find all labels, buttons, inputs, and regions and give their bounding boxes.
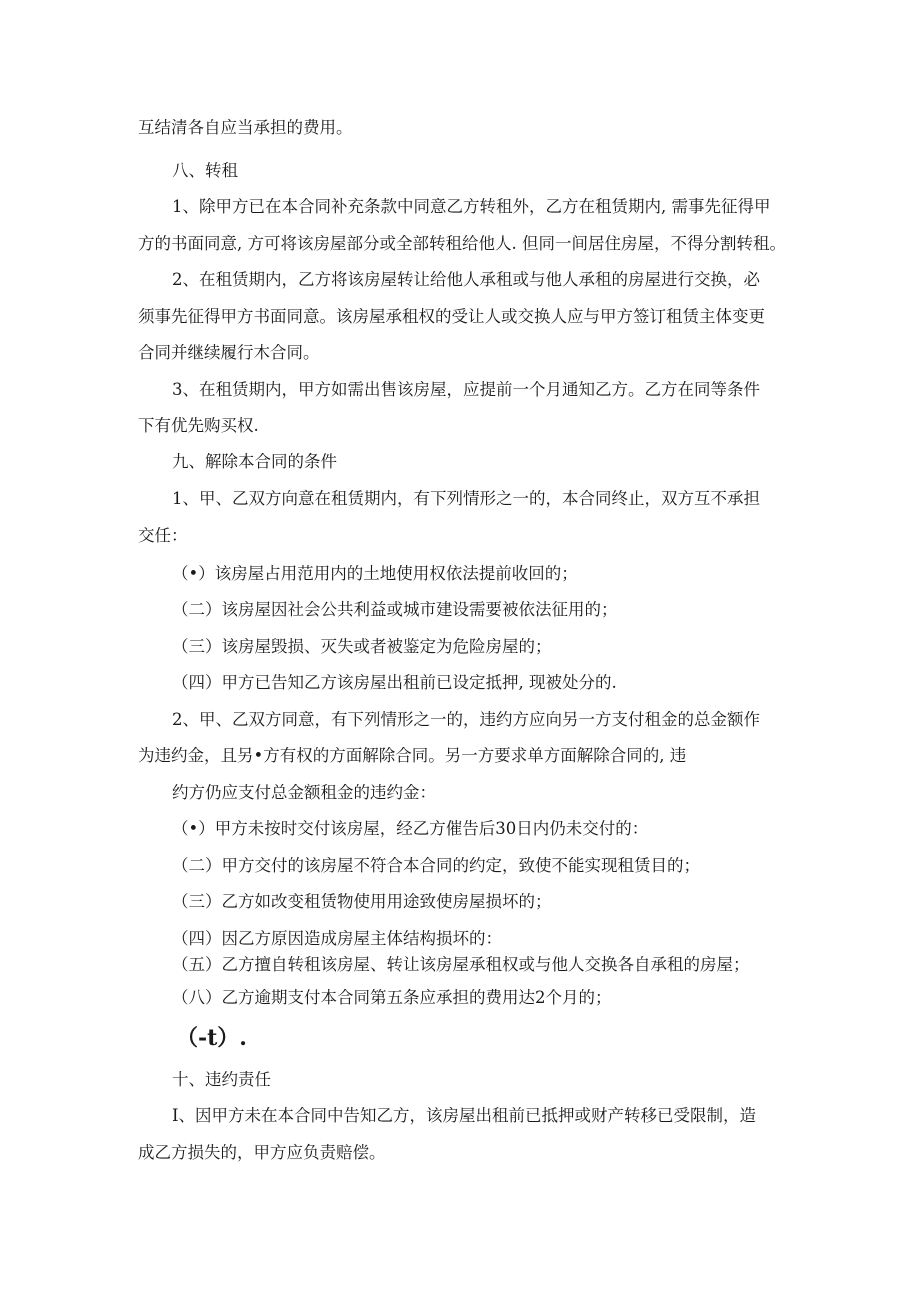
text-line: 1、甲、乙双方向意在租赁期内，有下列情形之一的，本合同终止，双方互不承担: [172, 489, 760, 508]
text-line: 下有优先购买权.: [138, 416, 259, 435]
list-item: （•）该房屋占用范用内的土地使用权依法提前收回的；: [172, 564, 578, 583]
text-line: 3、在租赁期内，甲方如需出售该房屋，应提前一个月通知乙方。乙方在同等条件: [172, 380, 760, 399]
section-heading: 十、违约责任: [172, 1070, 271, 1089]
list-item: （•）甲方未按时交付该房屋，经乙方催告后30日内仍未交付的：: [172, 819, 649, 838]
text-line: 合同并继续履行木合同。: [138, 343, 320, 362]
list-item: （三）乙方如改变租赁物使用用途致使房屋损坏的；: [172, 892, 552, 911]
text-line: 方的书面同意, 方可将该房屋部分或全部转租给他人. 但同一间居住房屋，不得分割转租。: [138, 234, 786, 253]
list-item: （四）因乙方原因造成房屋主体结构损坏的：: [172, 929, 502, 948]
list-item: （二）甲方交付的该房屋不符合本合同的约定，致使不能实现租赁目的；: [172, 856, 700, 875]
text-line: 须事先征得甲方书面同意。该房屋承租权的受让人或交换人应与甲方签订租赁主体变更: [138, 307, 765, 326]
section-heading: 九、解除本合同的条件: [172, 452, 337, 471]
list-item: （八）乙方逾期支付本合同第五条应承担的费用达2个月的；: [172, 988, 612, 1007]
text-line: 1、除甲方已在本合同补充条款中同意乙方转租外，乙方在租赁期内, 需事先征得甲: [172, 197, 771, 216]
list-item: （二）该房屋因社会公共利益或城市建设需要被依法征用的；: [172, 600, 618, 619]
text-line: 2、甲、乙双方同意，有下列情形之一的，违约方应向另一方支付租金的总金额作: [172, 710, 760, 729]
list-item: （-t）.: [176, 1025, 247, 1051]
list-item: （五）乙方擅自转租该房屋、转让该房屋承租权或与他人交换各自承租的房屋；: [172, 955, 750, 974]
text-line: 交任：: [138, 526, 188, 545]
text-line: 互结清各自应当承担的费用。: [138, 118, 353, 137]
text-line: 约方仍应支付总金额租金的违约金：: [172, 783, 436, 802]
text-line: I、因甲方未在本合同中告知乙方，该房屋出租前已抵押或财产转移已受限制，造: [172, 1106, 757, 1125]
list-item: （四）甲方已告知乙方该房屋出租前已设定抵押, 现被处分的.: [172, 673, 617, 692]
text-line: 为违约金，且另•方有权的方面解除合同。另一方要求单方面解除合同的, 违: [138, 746, 687, 765]
list-item: （三）该房屋毁损、灭失或者被鉴定为危险房屋的；: [172, 637, 552, 656]
text-line: 2、在租赁期内，乙方将该房屋转让给他人承租或与他人承租的房屋进行交换，必: [172, 270, 760, 289]
text-line: 成乙方损失的，甲方应负责赔偿。: [138, 1143, 386, 1162]
section-heading: 八、转租: [172, 161, 238, 180]
